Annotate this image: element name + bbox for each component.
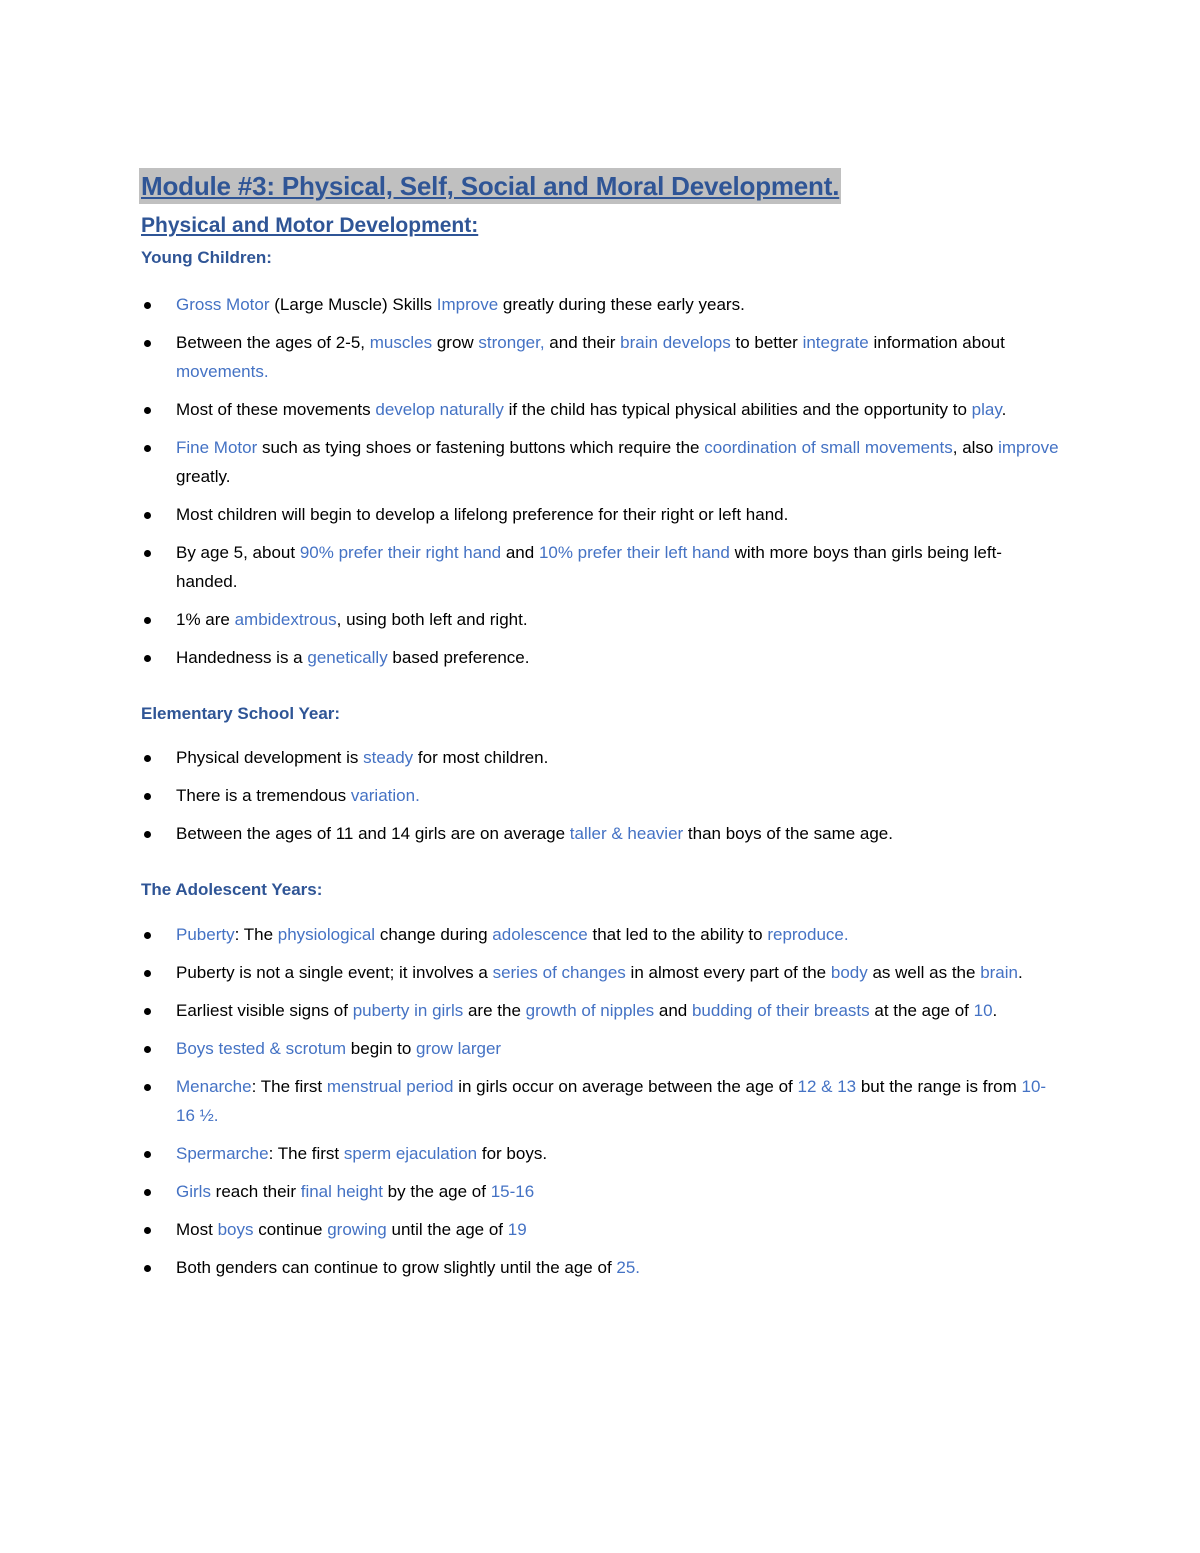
section-heading: Young Children: [141, 248, 272, 267]
text-run: begin to [346, 1039, 417, 1058]
text-run: grow [432, 333, 479, 352]
section-elementary-school [141, 702, 1061, 848]
highlighted-term: 19 [507, 1220, 527, 1239]
highlighted-term: 10 [973, 1001, 993, 1020]
text-run: By age 5, about [176, 543, 300, 562]
text-run: and their [544, 333, 621, 352]
bullet-icon [144, 340, 151, 347]
list-item [141, 958, 1061, 987]
section-heading: The Adolescent Years: [141, 880, 323, 899]
highlighted-term: boys [217, 1220, 254, 1239]
text-run: that led to the ability to [587, 925, 768, 944]
bullet-icon [144, 445, 151, 452]
highlighted-term: play [971, 400, 1002, 419]
text-run: reach their [210, 1182, 301, 1201]
list-item [141, 1034, 1061, 1063]
highlighted-term: develop naturally [375, 400, 504, 419]
text-run: . [992, 1001, 998, 1020]
list-item [141, 395, 1061, 424]
highlighted-term: 25. [616, 1258, 641, 1277]
bullet-icon [144, 302, 151, 309]
section-heading: Elementary School Year: [141, 704, 341, 723]
text-run: Most [176, 1220, 218, 1239]
bullet-icon [144, 793, 151, 800]
text-run: and [654, 1001, 692, 1020]
text-run: , also [952, 438, 999, 457]
text-run: by the age of [382, 1182, 491, 1201]
text-run: in girls occur on average between the age of [453, 1077, 798, 1096]
text-run: Between the ages of 2-5, [176, 333, 370, 352]
text-run: if the child has typical physical abilities and the opportunity to [503, 400, 972, 419]
text-run: change during [375, 925, 493, 944]
text-run: : The first [268, 1144, 344, 1163]
document-title: Module #3: Physical, Self, Social and Moral Development. [139, 168, 841, 204]
highlighted-term: coordination of small movements [704, 438, 953, 457]
highlighted-term: movements. [176, 362, 269, 381]
list-item [141, 1072, 1061, 1130]
highlighted-term: 15-16 [490, 1182, 535, 1201]
highlighted-term: budding of their breasts [691, 1001, 870, 1020]
highlighted-term: final height [300, 1182, 383, 1201]
text-run: , using both left and right. [336, 610, 528, 629]
text-run: to better [730, 333, 803, 352]
highlighted-term: adolescence [492, 925, 588, 944]
highlighted-term: growing [327, 1220, 387, 1239]
highlighted-term: Spermarche [176, 1144, 269, 1163]
text-run: Most of these movements [176, 400, 376, 419]
highlighted-term: Boys tested & scrotum [176, 1039, 347, 1058]
section-adolescent-years [141, 878, 1061, 1282]
bullet-icon [144, 1008, 151, 1015]
highlighted-term: 10- 16 ½. [176, 1077, 1047, 1125]
text-run: . [1018, 963, 1023, 982]
bullet-icon [144, 1265, 151, 1272]
highlighted-term: Girls [176, 1182, 211, 1201]
list-item [141, 433, 1061, 491]
text-run: There is a tremendous [176, 786, 351, 805]
highlighted-term: 10% prefer their left hand [538, 543, 730, 562]
bullet-icon [144, 550, 151, 557]
list-item [141, 605, 1061, 634]
bullet-icon [144, 512, 151, 519]
bullet-icon [144, 970, 151, 977]
highlighted-term: taller & heavier [569, 824, 684, 843]
highlighted-term: reproduce. [767, 925, 849, 944]
highlighted-term: Menarche [176, 1077, 252, 1096]
text-run: at the age of [869, 1001, 974, 1020]
bullet-icon [144, 1189, 151, 1196]
bullet-list [141, 920, 1061, 1282]
text-run: than boys of the same age. [683, 824, 893, 843]
highlighted-term: brain develops [620, 333, 731, 352]
text-run: Between the ages of 11 and 14 girls are on average [176, 824, 570, 843]
text-run: Both genders can continue to grow slightly until the age of [176, 1258, 617, 1277]
bullet-icon [144, 407, 151, 414]
bullet-icon [144, 831, 151, 838]
text-run: : The first [251, 1077, 327, 1096]
bullet-icon [144, 755, 151, 762]
text-run: but the range is from [856, 1077, 1022, 1096]
list-item [141, 328, 1061, 386]
highlighted-term: Improve [436, 295, 499, 314]
highlighted-term: ambidextrous [234, 610, 337, 629]
list-item [141, 996, 1061, 1025]
list-item [141, 743, 1061, 772]
text-run: Earliest visible signs of [176, 1001, 353, 1020]
list-item [141, 920, 1061, 949]
text-run: in almost every part of the [625, 963, 831, 982]
list-item [141, 643, 1061, 672]
text-run: greatly. [176, 467, 231, 486]
bullet-list [141, 290, 1061, 672]
document-page [141, 168, 1061, 1291]
highlighted-term: grow larger [416, 1039, 502, 1058]
list-item [141, 538, 1061, 596]
text-run: until the age of [386, 1220, 508, 1239]
text-run: are the [463, 1001, 526, 1020]
text-run: based preference. [387, 648, 530, 667]
highlighted-term: steady [363, 748, 414, 767]
highlighted-term: improve [998, 438, 1059, 457]
highlighted-term: puberty in girls [352, 1001, 464, 1020]
bullet-icon [144, 655, 151, 662]
text-run: (Large Muscle) Skills [269, 295, 437, 314]
list-item [141, 290, 1061, 319]
text-run: with more boys than girls being left-handed. [176, 543, 1002, 591]
highlighted-term: Gross Motor [176, 295, 270, 314]
list-item [141, 781, 1061, 810]
bullet-icon [144, 932, 151, 939]
list-item [141, 1253, 1061, 1282]
bullet-icon [144, 1046, 151, 1053]
text-run: greatly during these early years. [498, 295, 745, 314]
highlighted-term: 90% prefer their right hand [299, 543, 502, 562]
list-item [141, 1177, 1061, 1206]
highlighted-term: physiological [277, 925, 376, 944]
highlighted-term: integrate [802, 333, 869, 352]
text-run: Handedness is a [176, 648, 308, 667]
highlighted-term: menstrual period [326, 1077, 454, 1096]
list-item [141, 500, 1061, 529]
text-run: for boys. [477, 1144, 548, 1163]
highlighted-term: variation. [350, 786, 420, 805]
text-run: 1% are [176, 610, 235, 629]
text-run: Puberty is not a single event; it involves a [176, 963, 493, 982]
text-run: Most children will begin to develop a lifelong preference for their right or left hand. [176, 505, 789, 524]
list-item [141, 819, 1061, 848]
highlighted-term: Fine Motor [176, 438, 258, 457]
highlighted-term: brain [980, 963, 1018, 982]
highlighted-term: 12 & 13 [797, 1077, 857, 1096]
highlighted-term: genetically [307, 648, 388, 667]
bullet-icon [144, 1151, 151, 1158]
text-run: as well as the [867, 963, 981, 982]
highlighted-term: muscles [369, 333, 433, 352]
section-subtitle: Physical and Motor Development: [141, 214, 479, 237]
highlighted-term: stronger, [478, 333, 545, 352]
bullet-icon [144, 617, 151, 624]
section-young-children [141, 246, 1061, 672]
list-item [141, 1215, 1061, 1244]
text-run: : The [234, 925, 278, 944]
highlighted-term: body [830, 963, 868, 982]
highlighted-term: Puberty [176, 925, 235, 944]
bullet-list [141, 743, 1061, 848]
text-run: and [501, 543, 539, 562]
bullet-icon [144, 1084, 151, 1091]
text-run: such as tying shoes or fastening buttons which require the [257, 438, 705, 457]
text-run: for most children. [413, 748, 549, 767]
text-run: continue [253, 1220, 328, 1239]
bullet-icon [144, 1227, 151, 1234]
text-run: Physical development is [176, 748, 364, 767]
highlighted-term: growth of nipples [525, 1001, 655, 1020]
text-run: . [1001, 400, 1007, 419]
text-run: information about [868, 333, 1005, 352]
list-item [141, 1139, 1061, 1168]
highlighted-term: sperm ejaculation [343, 1144, 478, 1163]
highlighted-term: series of changes [492, 963, 626, 982]
